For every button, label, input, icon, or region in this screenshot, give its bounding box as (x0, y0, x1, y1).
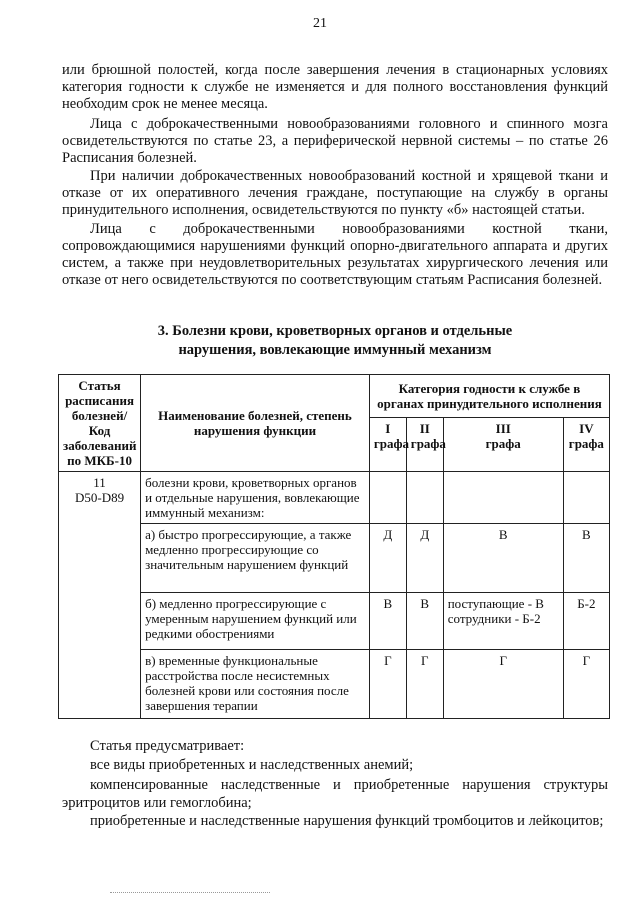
scan-artifact-dots (110, 892, 270, 895)
row-g1 (369, 472, 406, 524)
section-title (62, 322, 608, 360)
header-graf-4: IV графа (563, 418, 609, 472)
row-g3 (443, 472, 563, 524)
row-g3: Г (443, 650, 563, 719)
row-g4 (563, 472, 609, 524)
paragraph-2: Лица с доброкачественными новообразованиями головного и спинного мозга освидетельствуются по статье 23, а периферической нервной системы – по статье 26 Расписания болезней. (62, 116, 608, 166)
header-name: Наименование болезней, степень нарушения функции (141, 375, 370, 472)
row-name: б) медленно прогрессирующие с умеренным нарушением функций или редкими обострениями (141, 593, 370, 650)
paragraph-1: или брюшной полостей, когда после завершения лечения в стационарных условиях категория годности к службе не изменяется и для полного восстановления функций необходим срок не менее месяца. (62, 62, 608, 112)
row-name: болезни крови, кроветворных органов и отдельные нарушения, вовлекающие иммунный механизм: (141, 472, 370, 524)
after-text-3: компенсированные наследственные и приобретенные нарушения структуры эритроцитов или гемоглобина; (62, 777, 608, 811)
header-graf-3: III графа (443, 418, 563, 472)
row-g2 (406, 472, 443, 524)
table-row (59, 650, 610, 719)
row-g4: Г (563, 650, 609, 719)
section-title-line-2: нарушения, вовлекающие иммунный механизм (178, 342, 492, 358)
section-title-line-1: 3. Болезни крови, кроветворных органов и отдельные (157, 323, 513, 339)
paragraph-3: При наличии доброкачественных новообразований костной и хрящевой ткани и отказе от их оперативного лечения граждане, поступающие на службу в органы принудительного исполнения, освидетельствуются по пункту «б» настоящей статьи. (62, 168, 608, 218)
row-g1: В (369, 593, 406, 650)
article-code: D50-D89 (74, 490, 125, 505)
header-graf-1: I графа (369, 418, 406, 472)
header-article: Статья расписания болезней/ Код заболеваний по МКБ-10 (59, 375, 141, 472)
table-header-row (59, 375, 610, 418)
header-category: Категория годности к службе в органах принудительного исполнения (369, 375, 609, 418)
row-g4: В (563, 524, 609, 593)
row-g1: Д (369, 524, 406, 593)
table-row (59, 472, 610, 524)
row-g2: Д (406, 524, 443, 593)
table-row (59, 524, 610, 593)
diseases-table (58, 374, 610, 719)
row-name: а) быстро прогрессирующие, а также медленно прогрессирующие со значительным нарушением функций (141, 524, 370, 593)
row-name: в) временные функциональные расстройства после несистемных болезней крови или состояния после завершения терапии (141, 650, 370, 719)
after-text-4: приобретенные и наследственные нарушения функций тромбоцитов и лейкоцитов; (90, 813, 604, 829)
header-graf-2: II графа (406, 418, 443, 472)
row-g2: В (406, 593, 443, 650)
row-g1: Г (369, 650, 406, 719)
table-row (59, 593, 610, 650)
after-text-2: все виды приобретенных и наследственных анемий; (90, 757, 414, 773)
paragraph-4: Лица с доброкачественными новообразованиями костной ткани, сопровождающимися нарушениями функций опорно-двигательного аппарата и других систем, а также при неудовлетворительных результатах хирургического лечения или отказе от него освидетельствуются по соответствующим статьям Расписания болезней. (62, 221, 608, 288)
row-g3: В (443, 524, 563, 593)
page-number: 21 (313, 16, 327, 31)
article-number: 11 (93, 475, 106, 490)
row-g4: Б-2 (563, 593, 609, 650)
row-g2: Г (406, 650, 443, 719)
article-cell (59, 472, 141, 719)
after-text-1: Статья предусматривает: (90, 738, 245, 754)
row-g3: поступающие - В сотрудники - Б-2 (443, 593, 563, 650)
